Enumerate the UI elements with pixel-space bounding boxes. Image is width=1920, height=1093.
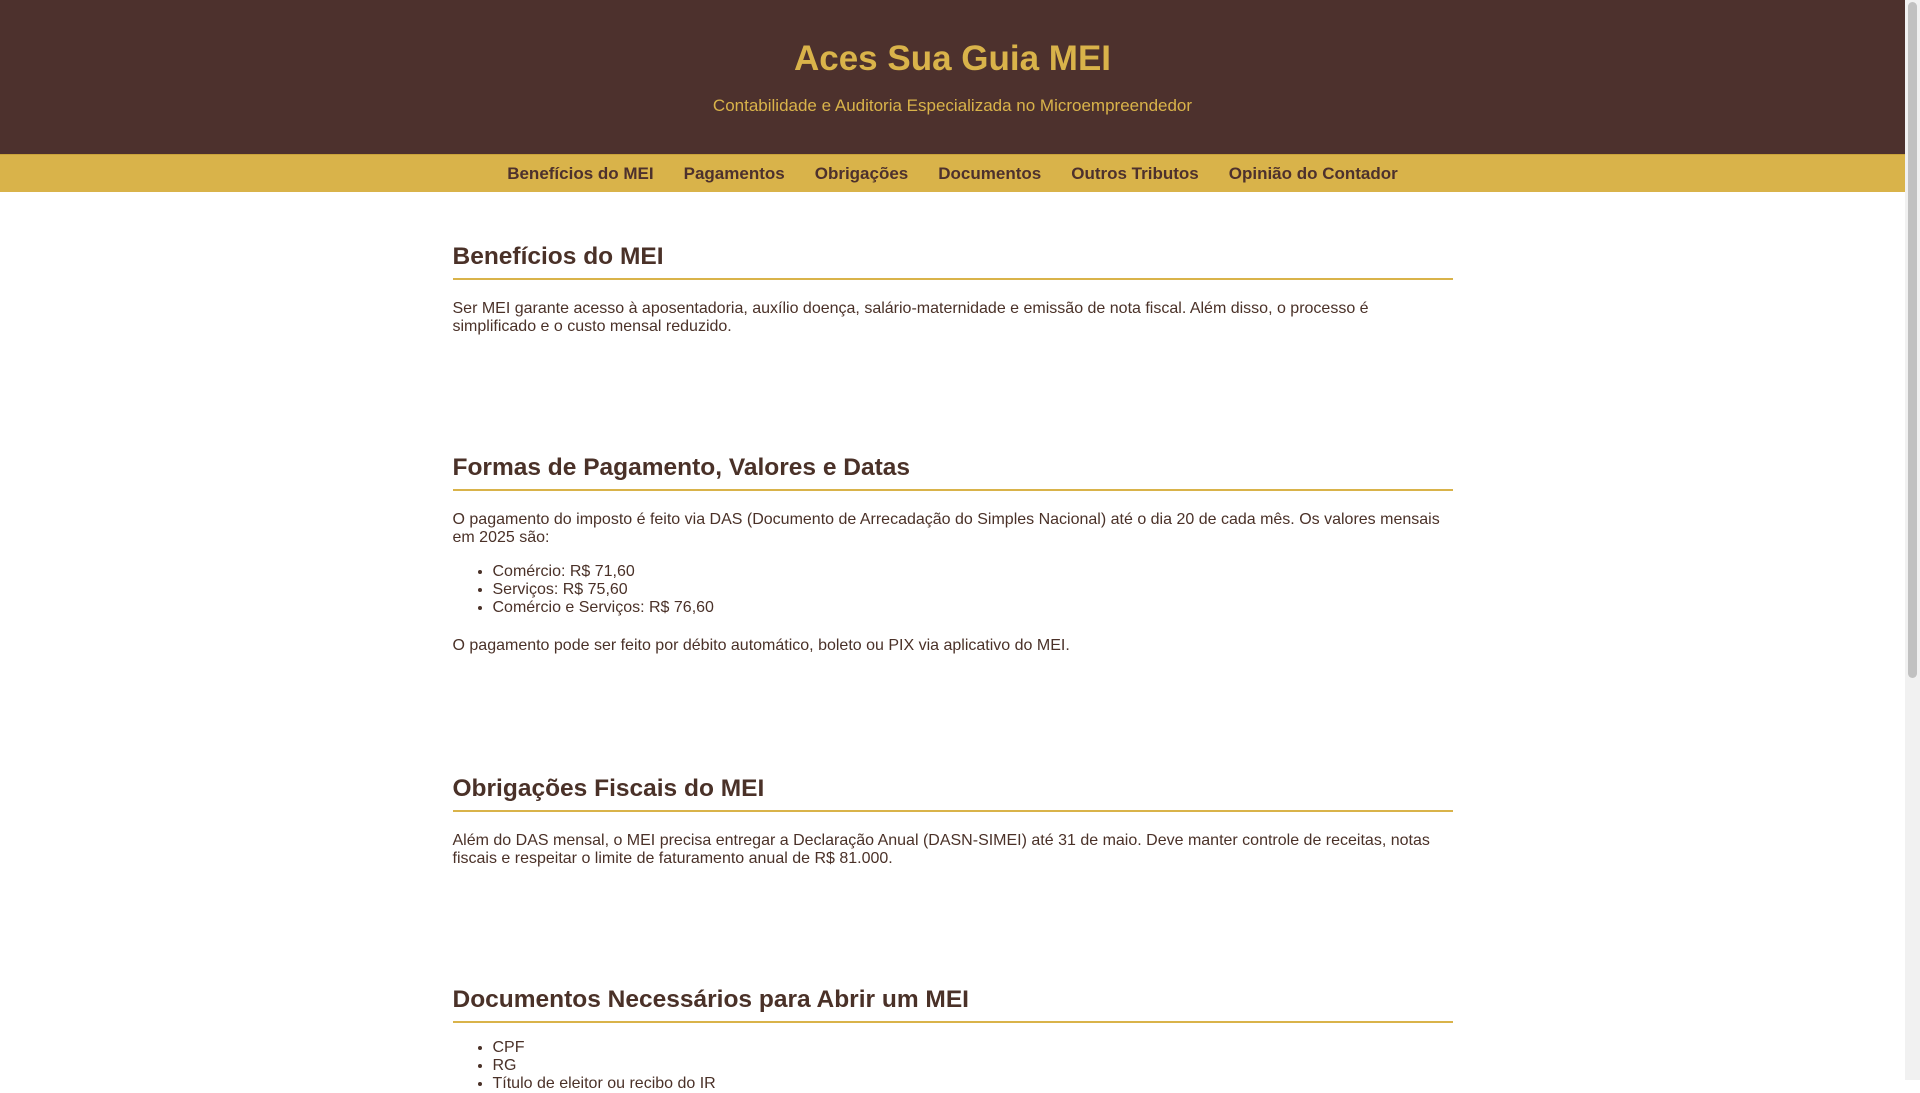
section-heading-documentos: Documentos Necessários para Abrir um MEI	[453, 984, 1453, 1023]
section-intro-pagamentos: O pagamento do imposto é feito via DAS (Documento de Arrecadação do Simples Nacional) até o dia 20 de cada mês. Os valores mensais em 2025 são:	[452, 511, 1440, 546]
site-header	[0, 0, 1905, 154]
main-nav	[0, 154, 1905, 192]
scrollbar-thumb[interactable]	[1908, 2, 1917, 678]
main-content	[453, 192, 1453, 1093]
list-item: • Título de eleitor ou recibo do IR	[493, 1075, 1453, 1093]
list-item: • CPF	[493, 1039, 1453, 1057]
section-heading-pagamentos: Formas de Pagamento, Valores e Datas	[453, 452, 1453, 491]
site-title: Aces Sua Guia MEI	[793, 39, 1112, 78]
site-subtitle: Contabilidade e Auditoria Especializada no Microempreendedor	[712, 96, 1193, 115]
section-obrigacoes	[453, 773, 1453, 868]
spacer	[453, 868, 1453, 984]
list-item: • Comércio e Serviços: R$ 76,60	[493, 599, 1453, 617]
nav-link-pagamentos[interactable]: Pagamentos	[683, 163, 785, 183]
section-pagamentos	[453, 452, 1453, 655]
list-item: • Comércio: R$ 71,60	[493, 563, 1453, 581]
documents-list	[453, 1039, 1453, 1093]
section-beneficios	[453, 241, 1453, 336]
spacer	[453, 655, 1453, 773]
section-heading-obrigacoes: Obrigações Fiscais do MEI	[453, 773, 1453, 812]
section-text-beneficios: Ser MEI garante acesso à aposentadoria, auxílio doença, salário-maternidade e emissão de nota fiscal. Além disso, o processo é simplificado e o custo mensal reduzido.	[452, 300, 1369, 335]
nav-link-opiniao-contador[interactable]: Opinião do Contador	[1228, 163, 1398, 183]
list-item: • RG	[493, 1057, 1453, 1075]
section-documentos	[453, 984, 1453, 1093]
nav-link-documentos[interactable]: Documentos	[938, 163, 1042, 183]
payment-values-list	[453, 563, 1453, 617]
nav-link-obrigacoes[interactable]: Obrigações	[814, 163, 909, 183]
nav-link-beneficios[interactable]: Benefícios do MEI	[507, 163, 654, 183]
list-item: • Serviços: R$ 75,60	[493, 581, 1453, 599]
vertical-scrollbar[interactable]	[1905, 0, 1920, 1080]
section-heading-beneficios: Benefícios do MEI	[453, 241, 1453, 280]
section-outro-pagamentos: O pagamento pode ser feito por débito automático, boleto ou PIX via aplicativo do MEI.	[452, 637, 1070, 654]
nav-link-outros-tributos[interactable]: Outros Tributos	[1071, 163, 1199, 183]
section-text-obrigacoes: Além do DAS mensal, o MEI precisa entregar a Declaração Anual (DASN-SIMEI) até 31 de maio. Deve manter controle de receitas, notas fiscais e respeitar o limite de faturamento anual de R$ 81.000.	[452, 832, 1430, 867]
spacer	[453, 336, 1453, 452]
